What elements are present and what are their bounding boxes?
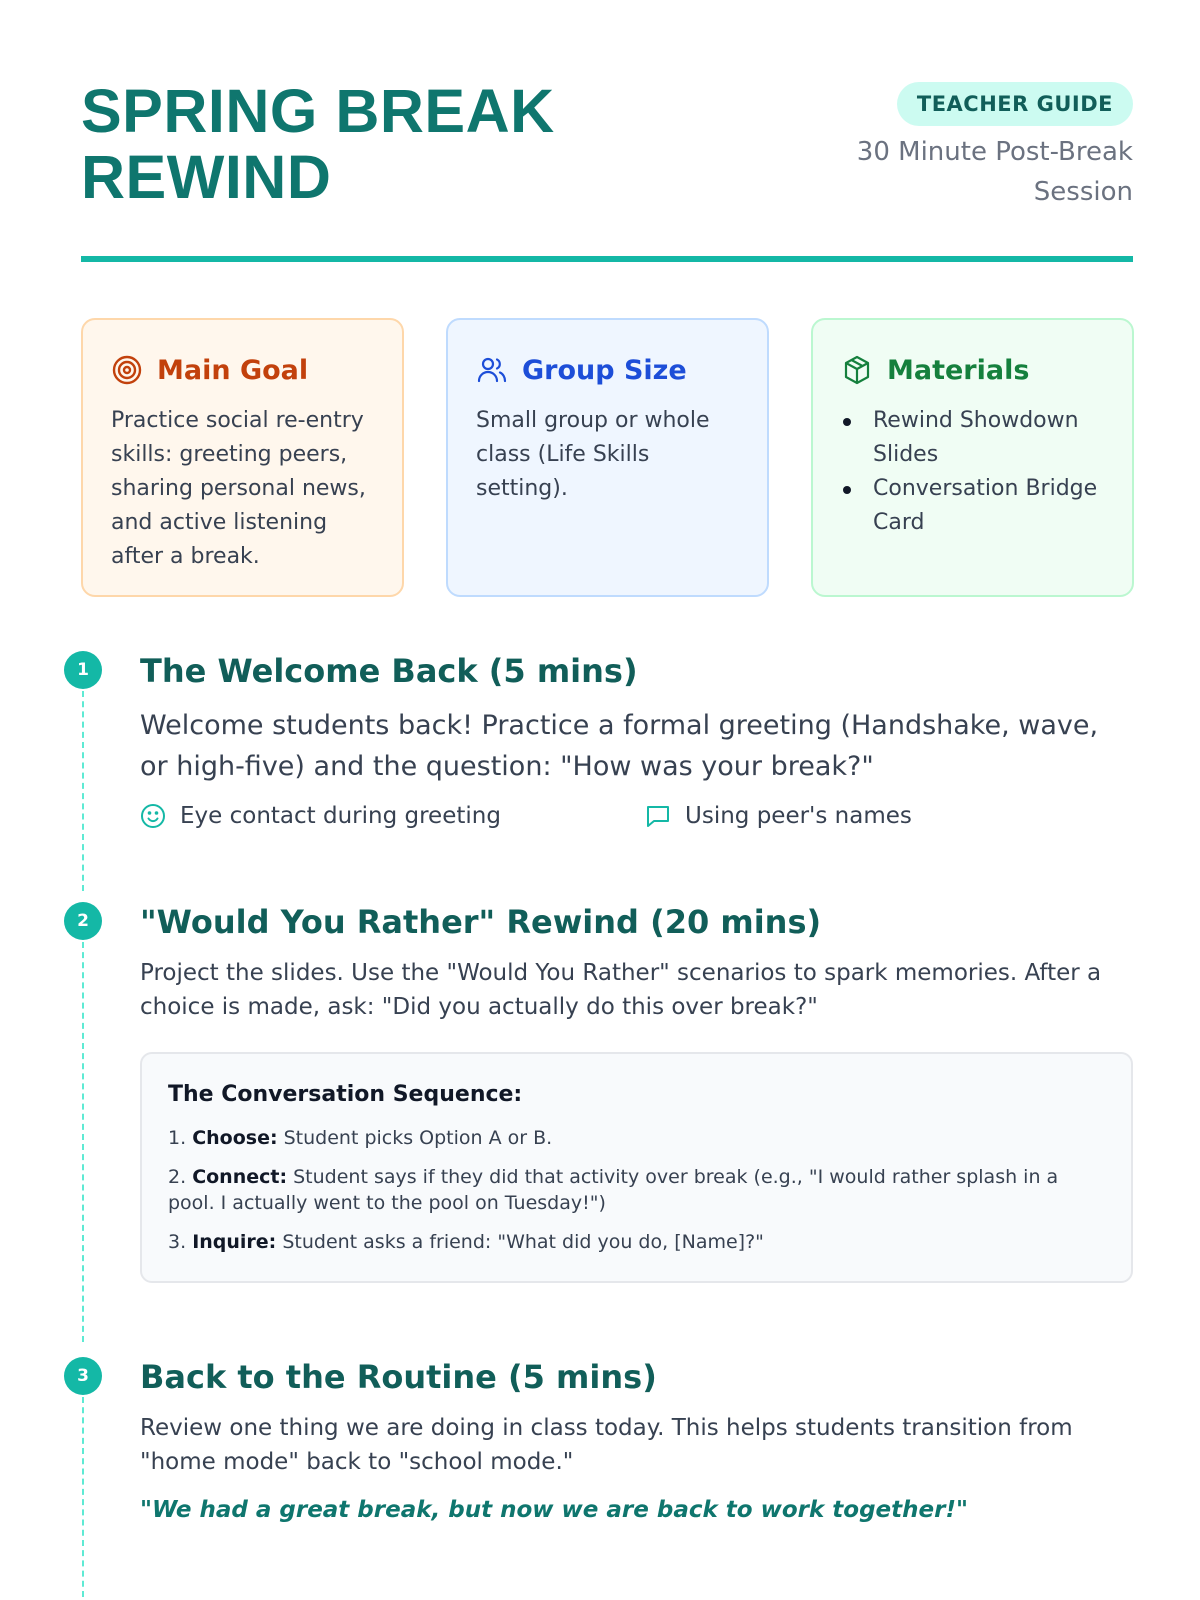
list-item — [168, 1229, 1105, 1255]
materials-list — [841, 404, 1104, 540]
step-number-badge: 2 — [64, 902, 102, 940]
step-tips — [140, 803, 1133, 829]
step-description: Project the slides. Use the "Would You Rather" scenarios to spark memories. After a choice is made, ask: "Did you actually do this over break?" — [140, 960, 1102, 1020]
list-item: Rewind Showdown Slides — [841, 404, 1104, 472]
group-size-header — [476, 350, 739, 390]
conversation-sequence-box — [140, 1052, 1133, 1283]
list-item: Conversation Bridge Card — [841, 472, 1104, 540]
step-title: The Welcome Back (5 mins) — [140, 652, 638, 690]
main-goal-text: Practice social re-entry skills: greeting peers, sharing personal news, and active listening after a break. — [111, 408, 366, 569]
tip-text: Using peer's names — [685, 803, 912, 829]
main-goal-card — [81, 318, 404, 597]
materials-card — [811, 318, 1134, 597]
page-title — [81, 78, 641, 210]
sequence-title: The Conversation Sequence: — [168, 1082, 523, 1107]
closing-quote: "We had a great break, but now we are back to work together!" — [140, 1497, 968, 1523]
message-icon — [645, 803, 671, 829]
step-1 — [64, 651, 1133, 829]
item-label: Inquire: — [192, 1231, 277, 1253]
step-description: Review one thing we are doing in class today. This helps students transition from "home mode" back to "school mode." — [140, 1415, 1073, 1475]
header — [81, 78, 1133, 258]
step-description: Welcome students back! Practice a formal greeting (Handshake, wave, or high-five) and the question: "How was your break?" — [140, 710, 1099, 782]
main-goal-header — [111, 350, 374, 390]
item-number: 3. — [168, 1231, 187, 1253]
step-title: "Would You Rather" Rewind (20 mins) — [140, 903, 822, 941]
group-size-card — [446, 318, 769, 597]
step-number-badge: 3 — [64, 1357, 102, 1395]
tip-peer-names — [645, 803, 912, 829]
item-number: 2. — [168, 1166, 187, 1188]
step-title: Back to the Routine (5 mins) — [140, 1358, 657, 1396]
item-label: Connect: — [192, 1166, 288, 1188]
group-size-title: Group Size — [522, 354, 687, 386]
step-3 — [64, 1357, 1133, 1523]
step-timeline — [82, 942, 84, 1342]
smile-icon — [140, 803, 166, 829]
tip-text: Eye contact during greeting — [180, 803, 501, 829]
item-text: Student asks a friend: "What did you do, [Name]?" — [282, 1231, 764, 1253]
group-size-text: Small group or whole class (Life Skills setting). — [476, 408, 710, 501]
step-timeline — [82, 691, 84, 891]
item-label: Choose: — [192, 1127, 278, 1149]
users-icon — [476, 354, 508, 386]
main-goal-title: Main Goal — [157, 354, 309, 386]
tip-eye-contact — [140, 803, 645, 829]
item-text: Student says if they did that activity over break (e.g., "I would rather splash in a pool. I actually went to the pool on Tuesday!") — [168, 1166, 1059, 1214]
item-text: Student picks Option A or B. — [283, 1127, 553, 1149]
target-icon — [111, 354, 143, 386]
step-2 — [64, 902, 1133, 1283]
session-duration: 30 Minute Post-Break Session — [856, 137, 1133, 207]
materials-header — [841, 350, 1104, 390]
sequence-list — [168, 1125, 1105, 1255]
package-icon — [841, 354, 873, 386]
header-divider — [81, 256, 1133, 262]
title-line-2: REWIND — [81, 143, 332, 211]
list-item — [168, 1164, 1105, 1216]
list-item — [168, 1125, 1105, 1151]
step-timeline — [82, 1397, 84, 1597]
teacher-guide-badge: TEACHER GUIDE — [897, 82, 1133, 126]
item-number: 1. — [168, 1127, 187, 1149]
header-meta — [833, 82, 1133, 212]
title-line-1: SPRING BREAK — [81, 77, 555, 145]
step-number-badge: 1 — [64, 651, 102, 689]
materials-title: Materials — [887, 354, 1030, 386]
